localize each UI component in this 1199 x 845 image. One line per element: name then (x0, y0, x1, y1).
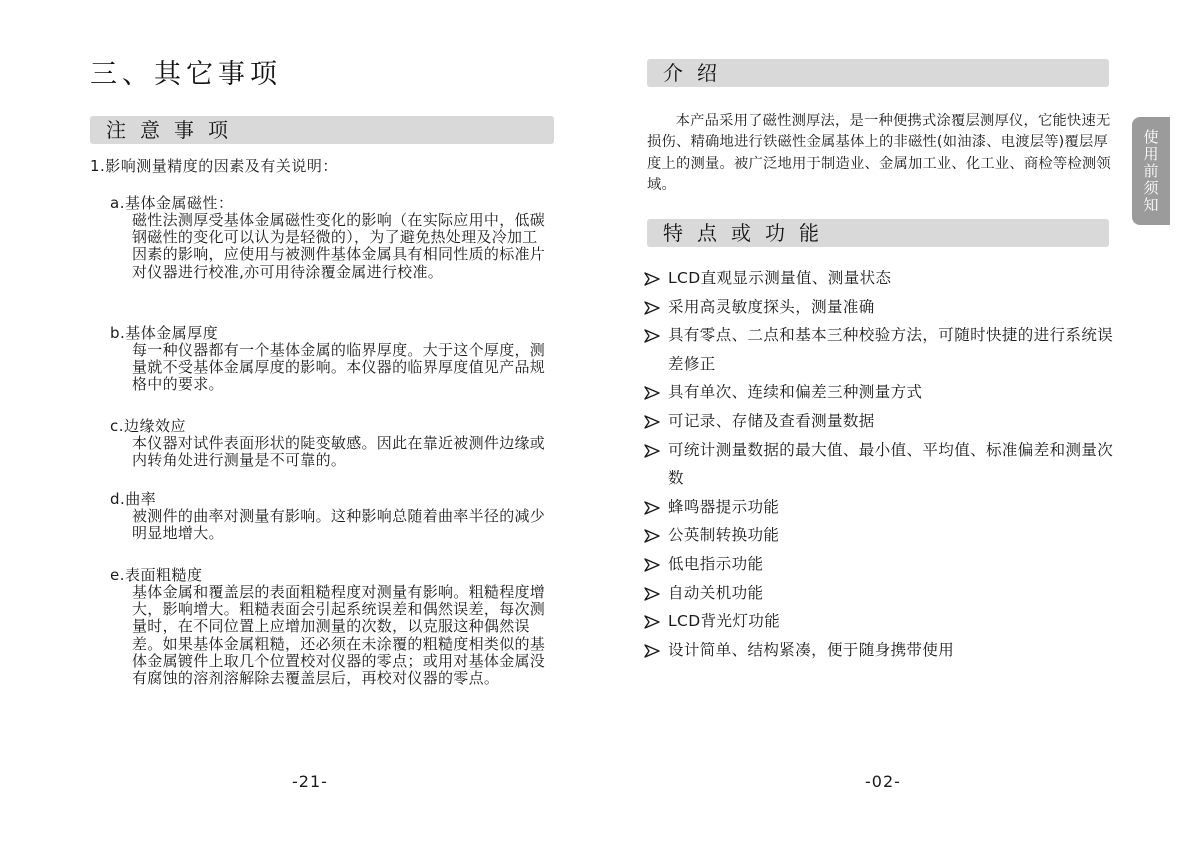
feature-text: 自动关机功能 (668, 583, 764, 602)
feature-item (644, 293, 1124, 322)
arrow-bullet-icon (644, 579, 668, 608)
arrow-bullet-icon (644, 493, 668, 522)
arrow-bullet-icon (644, 407, 668, 436)
note-item-thickness (110, 324, 550, 394)
note-item-curvature (110, 490, 550, 542)
side-tab-before-use: 使用前须知 (1132, 117, 1170, 225)
right-page (600, 0, 1199, 845)
feature-item (644, 579, 1124, 608)
note-item-body: 被测件的曲率对测量有影响。这种影响总随着曲率半径的减少明显地增大。 (132, 507, 546, 543)
note-item-edge-effect (110, 417, 550, 469)
feature-text: 具有零点、二点和基本三种校验方法，可随时快捷的进行系统误差修正 (668, 326, 1114, 373)
feature-text: LCD直观显示测量值、测量状态 (668, 269, 892, 287)
section-title-notes: 注意事项 (90, 116, 554, 144)
arrow-bullet-icon (644, 436, 668, 493)
arrow-bullet-icon (644, 378, 668, 407)
feature-item (644, 264, 1124, 293)
arrow-bullet-icon (644, 550, 668, 579)
note-item-body: 基体金属和覆盖层的表面粗糙程度对测量有影响。粗糙程度增大，影响增大。粗糙表面会引起系统误差和偶然误差，每次测量时，在不同位置上应增加测量的次数，以克服这种偶然误差。如果基体金属粗糙，还必须在未涂覆的粗糙度相类似的基体金属镀件上取几个位置校对仪器的零点；或用对基体金属没有腐蚀的溶剂溶解除去覆盖层后，再校对仪器的零点。 (132, 583, 546, 688)
feature-item (644, 493, 1124, 522)
section-title-features: 特点或功能 (647, 219, 1109, 247)
note-item-body: 每一种仪器都有一个基体金属的临界厚度。大于这个厚度，测量就不受基体金属厚度的影响。本仪器的临界厚度值见产品规格中的要求。 (132, 341, 546, 394)
feature-text: 低电指示功能 (668, 554, 764, 573)
feature-item (644, 378, 1124, 407)
page-number: -21- (292, 772, 328, 791)
feature-item (644, 436, 1124, 493)
feature-item (644, 407, 1124, 436)
feature-item (644, 607, 1124, 636)
introduction-paragraph: 本产品采用了磁性测厚法，是一种便携式涂覆层测厚仪，它能快速无损伤、精确地进行铁磁性金属基体上的非磁性(如油漆、电渡层等)覆层厚度上的测量。被广泛地用于制造业、金属加工业、化工业、商检等检测领域。 (647, 113, 1111, 193)
note-item-heading: c.边缘效应 (110, 417, 187, 435)
feature-text: 蜂鸣器提示功能 (668, 497, 780, 516)
feature-text: 可记录、存储及查看测量数据 (668, 411, 875, 430)
feature-text: LCD背光灯功能 (668, 612, 781, 631)
arrow-bullet-icon (644, 264, 668, 293)
note-item-heading: b.基体金属厚度 (110, 324, 219, 342)
feature-item (644, 321, 1124, 378)
feature-text: 可统计测量数据的最大值、最小值、平均值、标准偏差和测量次数 (668, 440, 1114, 488)
note-item-body: 本仪器对试件表面形状的陡变敏感。因此在靠近被测件边缘或内转角处进行测量是不可靠的。 (132, 434, 546, 470)
lead-text: 1.影响测量精度的因素及有关说明： (90, 157, 338, 175)
note-item-magnetism (110, 194, 550, 281)
arrow-bullet-icon (644, 521, 668, 550)
arrow-bullet-icon (644, 321, 668, 378)
chapter-title: 三、其它事项 (90, 59, 282, 90)
feature-text: 采用高灵敏度探头，测量准确 (668, 297, 875, 316)
feature-text: 设计简单、结构紧凑，便于随身携带使用 (668, 640, 955, 659)
note-item-body: 磁性法测厚受基体金属磁性变化的影响（在实际应用中，低碳钢磁性的变化可以认为是轻微的），为了避免热处理及冷加工因素的影响，应使用与被测件基体金属具有相同性质的标准片对仪器进行校准,亦可用待涂覆金属进行校准。 (132, 211, 546, 281)
feature-item (644, 521, 1124, 550)
arrow-bullet-icon (644, 293, 668, 322)
note-item-heading: d.曲率 (110, 490, 157, 508)
feature-item (644, 636, 1124, 665)
feature-item (644, 550, 1124, 579)
note-item-heading: e.表面粗糙度 (110, 566, 203, 584)
arrow-bullet-icon (644, 607, 668, 636)
note-item-roughness (110, 566, 550, 687)
arrow-bullet-icon (644, 636, 668, 665)
section-title-introduction: 介绍 (647, 59, 1109, 87)
feature-list (644, 264, 1124, 664)
page-number: -02- (865, 772, 901, 791)
feature-text: 具有单次、连续和偏差三种测量方式 (668, 383, 923, 402)
feature-text: 公英制转换功能 (668, 526, 780, 545)
note-item-heading: a.基体金属磁性： (110, 194, 234, 212)
